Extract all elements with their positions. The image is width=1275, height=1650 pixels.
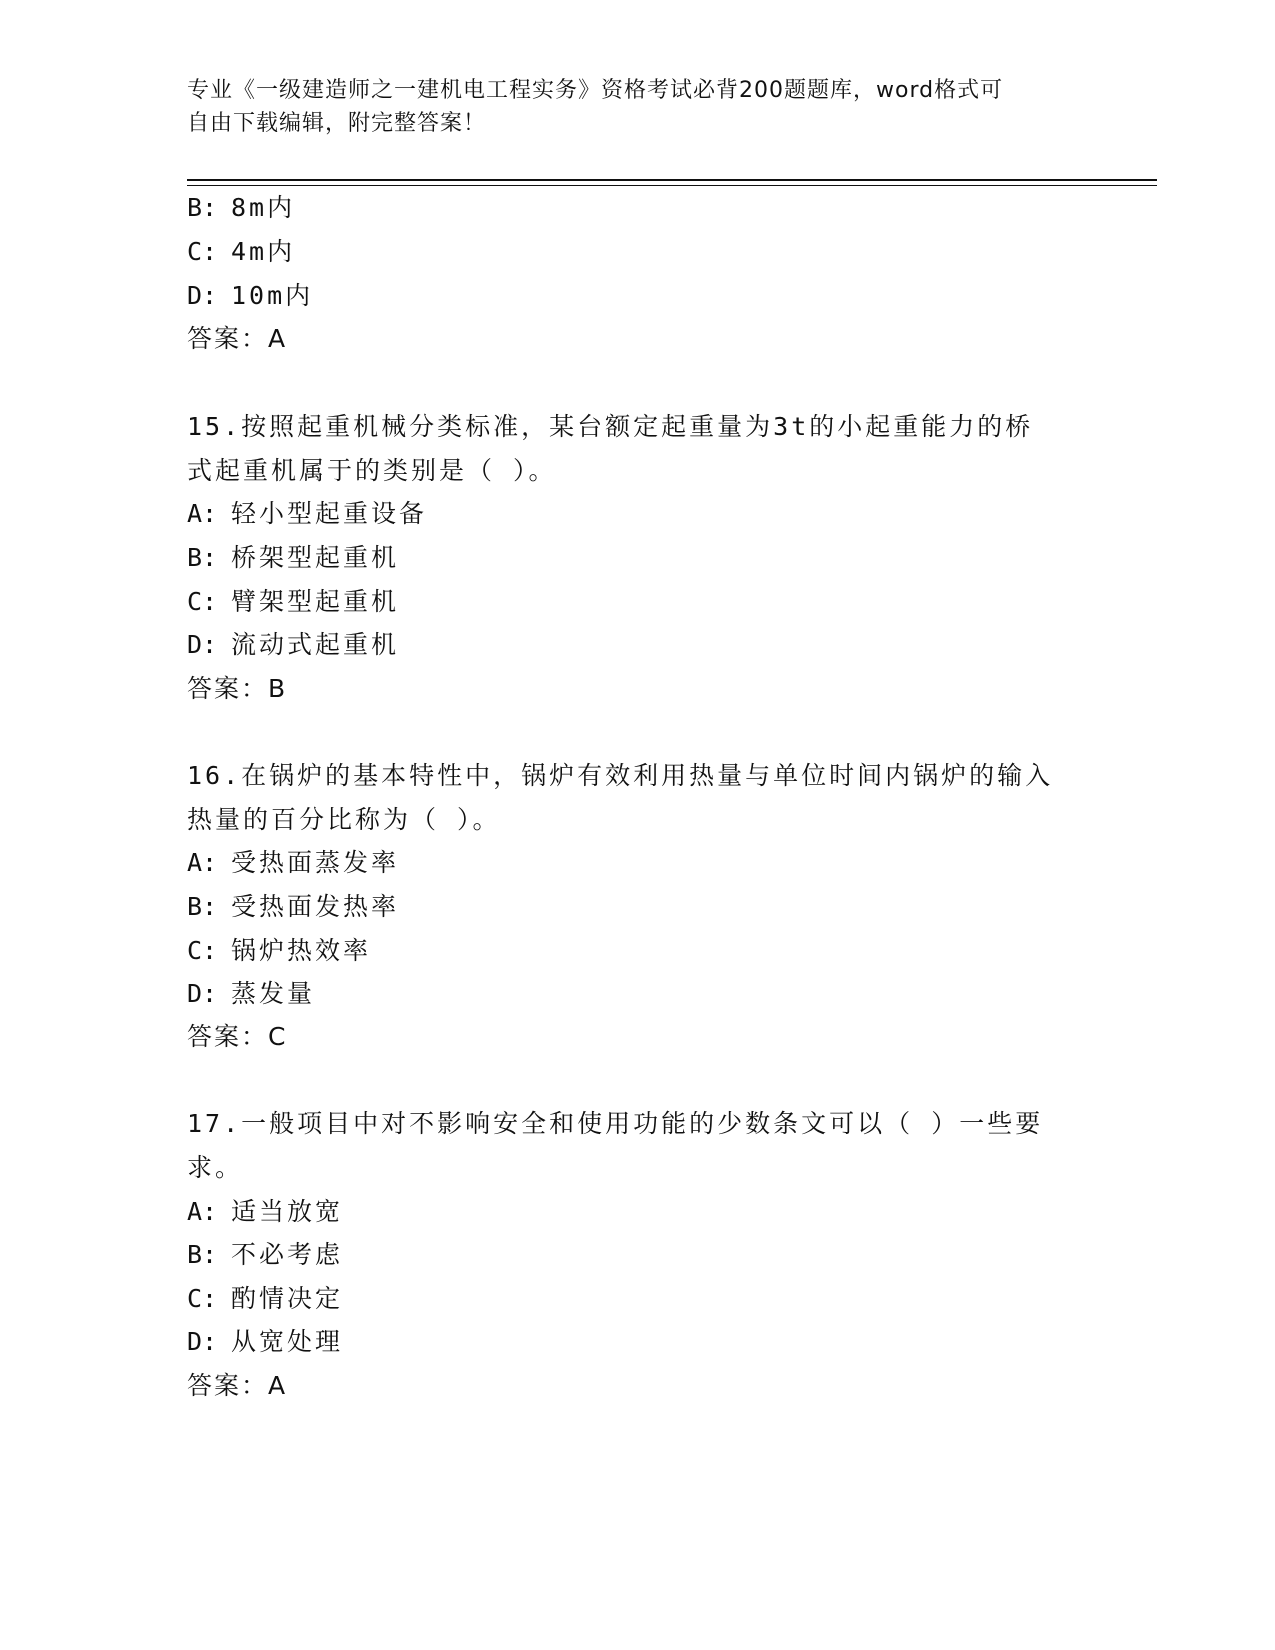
option-text: 不必考虑 (231, 1240, 344, 1269)
answer-line: 答案：B (187, 674, 287, 703)
option-c: C: 锅炉热效率 (187, 936, 372, 965)
answer-value: A (268, 1371, 287, 1400)
answer-value: A (268, 324, 287, 353)
document-header (187, 74, 1087, 140)
option-text: 桥架型起重机 (231, 543, 400, 572)
option-b: B: 受热面发热率 (187, 892, 400, 921)
option-text: 4m内 (231, 237, 296, 266)
option-a: A: 适当放宽 (187, 1197, 344, 1226)
option-c: C: 4m内 (187, 237, 296, 266)
question-17-stem-line-1: 17.一般项目中对不影响安全和使用功能的少数条文可以（ ）一些要 (187, 1109, 1044, 1138)
option-text: 10m内 (231, 281, 314, 310)
option-b: B: 桥架型起重机 (187, 543, 400, 572)
option-a: A: 轻小型起重设备 (187, 499, 428, 528)
option-text: 流动式起重机 (231, 630, 400, 659)
answer-line: 答案：C (187, 1022, 287, 1051)
option-text: 锅炉热效率 (231, 936, 372, 965)
question-17-stem-line-2: 求。 (187, 1153, 244, 1182)
option-text: 受热面发热率 (231, 892, 400, 921)
answer-line: 答案：A (187, 1371, 287, 1400)
option-d: D: 蒸发量 (187, 979, 316, 1008)
option-text: 适当放宽 (231, 1197, 344, 1226)
question-15-stem-line-2: 式起重机属于的类别是（ ）。 (187, 456, 557, 485)
option-text: 8m内 (231, 193, 296, 222)
option-text: 受热面蒸发率 (231, 848, 400, 877)
option-d: D: 10m内 (187, 281, 314, 310)
option-b: B: 8m内 (187, 193, 296, 222)
question-16-stem-line-1: 16.在锅炉的基本特性中，锅炉有效利用热量与单位时间内锅炉的输入 (187, 761, 1054, 790)
header-divider-thin (187, 185, 1157, 186)
option-text: 从宽处理 (231, 1327, 344, 1356)
header-line-1: 专业《一级建造师之一建机电工程实务》资格考试必背200题题库，word格式可 (187, 78, 1004, 103)
option-c: C: 酌情决定 (187, 1284, 344, 1313)
answer-line: 答案：A (187, 324, 287, 353)
option-a: A: 受热面蒸发率 (187, 848, 400, 877)
option-text: 轻小型起重设备 (231, 499, 428, 528)
option-d: D: 从宽处理 (187, 1327, 344, 1356)
question-15-stem-line-1: 15.按照起重机械分类标准，某台额定起重量为3t的小起重能力的桥 (187, 412, 1034, 441)
option-text: 臂架型起重机 (231, 587, 400, 616)
option-text: 蒸发量 (231, 979, 316, 1008)
answer-value: B (268, 674, 287, 703)
question-16-stem-line-2: 热量的百分比称为（ ）。 (187, 805, 501, 834)
option-c: C: 臂架型起重机 (187, 587, 400, 616)
option-d: D: 流动式起重机 (187, 630, 400, 659)
option-b: B: 不必考虑 (187, 1240, 344, 1269)
header-line-2: 自由下载编辑，附完整答案！ (187, 111, 487, 136)
option-text: 酌情决定 (231, 1284, 344, 1313)
header-divider-thick (187, 179, 1157, 181)
answer-value: C (268, 1022, 287, 1051)
